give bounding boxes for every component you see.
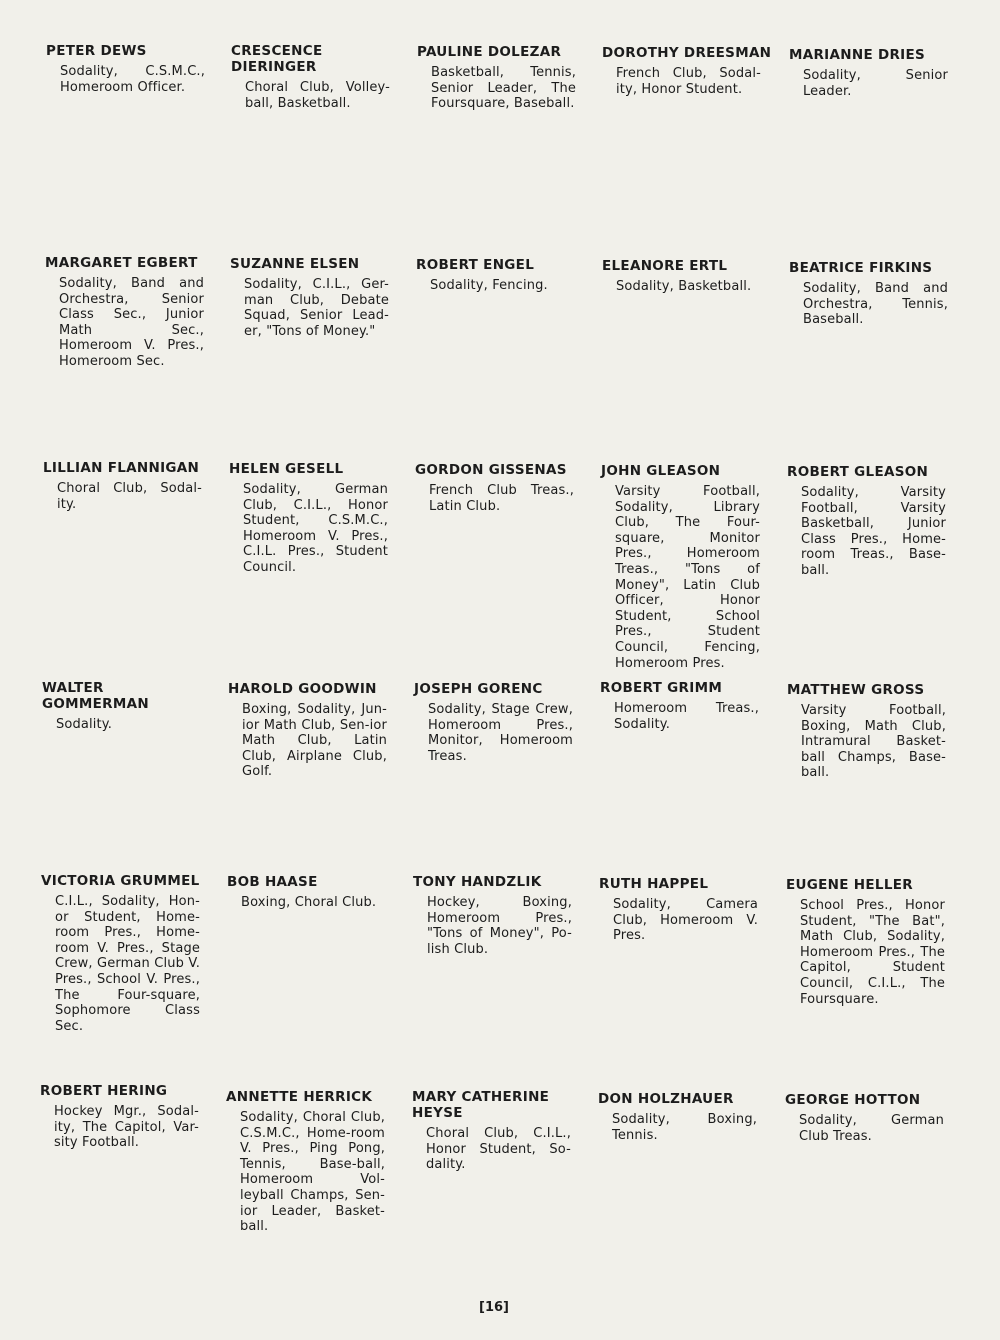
senior-entry xyxy=(227,874,399,911)
student-activities: Sodality, German Club, C.I.L., Honor Student, C.S.M.C., Homeroom V. Pres., C.I.L. Pres., Student Council. xyxy=(243,482,388,575)
student-activities: C.I.L., Sodality, Hon-or Student, Home-room Pres., Home-room V. Pres., Stage Crew, German Club V. Pres., School V. Pres., The Four-square, Sophomore Class Sec. xyxy=(55,894,200,1034)
student-name: MARY CATHERINE HEYSE xyxy=(412,1089,550,1121)
student-name: LILLIAN FLANNIGAN xyxy=(43,460,200,476)
student-name: HAROLD GOODWIN xyxy=(228,681,377,697)
student-activities: Varsity Football, Boxing, Math Club, Intramural Basket-ball Champs, Base-ball. xyxy=(801,703,946,781)
student-name: ROBERT GLEASON xyxy=(787,464,929,480)
student-name: VICTORIA GRUMMEL xyxy=(41,873,200,889)
senior-entry xyxy=(46,43,218,95)
student-name: WALTER GOMMERMAN xyxy=(42,680,149,712)
student-name: HELEN GESELL xyxy=(229,461,344,477)
page-number: [16] xyxy=(479,1300,509,1315)
senior-entry xyxy=(231,43,403,111)
student-activities: Sodality, Basketball. xyxy=(616,279,752,294)
senior-entry xyxy=(228,681,400,780)
student-name: ANNETTE HERRICK xyxy=(226,1089,373,1105)
student-activities: Varsity Football, Sodality, Library Club, The Four-square, Monitor Pres., Homeroom Treas., "Tons of Money", Latin Club Officer, Honor Student, School Pres., Student Council, Fencing, Homeroom Pres. xyxy=(615,484,760,671)
senior-entry xyxy=(45,255,217,370)
student-activities: Sodality, German Club Treas. xyxy=(799,1113,944,1144)
senior-entry xyxy=(414,681,586,764)
student-activities: Sodality, Band and Orchestra, Tennis, Baseball. xyxy=(803,281,948,328)
student-name: BOB HAASE xyxy=(227,874,318,890)
senior-entry xyxy=(42,680,214,733)
senior-entry xyxy=(599,876,771,944)
student-activities: Sodality, Stage Crew, Homeroom Pres., Monitor, Homeroom Treas. xyxy=(428,702,573,764)
student-name: BEATRICE FIRKINS xyxy=(789,260,933,276)
student-activities: Choral Club, Volley-ball, Basketball. xyxy=(245,80,390,111)
student-name: MARGARET EGBERT xyxy=(45,255,198,271)
student-activities: Sodality, Camera Club, Homeroom V. Pres. xyxy=(613,897,758,944)
student-name: GEORGE HOTTON xyxy=(785,1092,921,1108)
senior-entry xyxy=(229,461,401,576)
student-activities: Boxing, Sodality, Jun-ior Math Club, Sen-ior Math Club, Latin Club, Airplane Club, Golf. xyxy=(242,702,387,780)
student-name: JOHN GLEASON xyxy=(601,463,721,479)
student-activities: Hockey, Boxing, Homeroom Pres., "Tons of Money", Po-lish Club. xyxy=(427,895,572,957)
student-activities: Sodality, Senior Leader. xyxy=(803,68,948,99)
student-name: ELEANORE ERTL xyxy=(602,258,728,274)
student-name: ROBERT HERING xyxy=(40,1083,168,1099)
senior-entry xyxy=(230,256,402,339)
student-activities: French Club Treas., Latin Club. xyxy=(429,483,574,514)
senior-entry xyxy=(786,877,958,1007)
senior-entry xyxy=(226,1089,398,1235)
senior-entry xyxy=(785,1092,957,1144)
student-name: ROBERT GRIMM xyxy=(600,680,723,696)
student-activities: Sodality, Choral Club, C.S.M.C., Home-room V. Pres., Ping Pong, Tennis, Base-ball, Homeroom Vol-leyball Champs, Sen-ior Leader, Basket-ball. xyxy=(240,1110,385,1235)
student-name: DOROTHY DREESMAN xyxy=(602,45,772,61)
student-activities: Sodality, Band and Orchestra, Senior Class Sec., Junior Math Sec., Homeroom V. Pres., Homeroom Sec. xyxy=(59,276,204,369)
student-name: JOSEPH GORENC xyxy=(414,681,543,697)
student-activities: School Pres., Honor Student, "The Bat", Math Club, Sodality, Homeroom Pres., The Capitol, Student Council, C.I.L., The Foursquare. xyxy=(800,898,945,1007)
student-activities: Sodality. xyxy=(56,717,113,732)
student-activities: Hockey Mgr., Sodal-ity, The Capitol, Var-sity Football. xyxy=(54,1104,199,1151)
student-activities: Sodality, C.S.M.C., Homeroom Officer. xyxy=(60,64,205,95)
senior-entry xyxy=(787,682,959,781)
student-name: MARIANNE DRIES xyxy=(789,47,926,63)
student-activities: Boxing, Choral Club. xyxy=(241,895,377,910)
student-name: PETER DEWS xyxy=(46,43,147,59)
student-activities: French Club, Sodal-ity, Honor Student. xyxy=(616,66,761,97)
senior-entry xyxy=(412,1089,584,1173)
student-name: ROBERT ENGEL xyxy=(416,257,535,273)
student-name: MATTHEW GROSS xyxy=(787,682,925,698)
student-name: DON HOLZHAUER xyxy=(598,1091,734,1107)
student-activities: Sodality, Varsity Football, Varsity Basketball, Junior Class Pres., Home-room Treas., Base-ball. xyxy=(801,485,946,578)
senior-entry xyxy=(789,47,961,99)
senior-entry xyxy=(41,873,213,1034)
senior-entry xyxy=(602,45,774,97)
senior-entry xyxy=(601,463,773,671)
senior-entry xyxy=(600,680,772,732)
student-name: GORDON GISSENAS xyxy=(415,462,567,478)
student-name: EUGENE HELLER xyxy=(786,877,913,893)
student-activities: Sodality, C.I.L., Ger-man Club, Debate Squad, Senior Lead-er, "Tons of Money." xyxy=(244,277,389,339)
student-activities: Choral Club, Sodal-ity. xyxy=(57,481,202,512)
senior-entry xyxy=(415,462,587,514)
student-activities: Choral Club, C.I.L., Honor Student, So-dality. xyxy=(426,1126,571,1173)
student-name: TONY HANDZLIK xyxy=(413,874,542,890)
senior-entry xyxy=(417,44,589,112)
student-name: SUZANNE ELSEN xyxy=(230,256,360,272)
student-activities: Sodality, Boxing, Tennis. xyxy=(612,1112,757,1143)
student-name: RUTH HAPPEL xyxy=(599,876,709,892)
student-activities: Sodality, Fencing. xyxy=(430,278,548,293)
senior-entry xyxy=(789,260,961,328)
senior-entry xyxy=(787,464,959,579)
senior-entry xyxy=(416,257,588,294)
senior-entry xyxy=(602,258,774,295)
senior-entry xyxy=(40,1083,212,1151)
senior-entry xyxy=(43,460,215,512)
student-activities: Basketball, Tennis, Senior Leader, The Foursquare, Baseball. xyxy=(431,65,576,112)
senior-entry xyxy=(413,874,585,957)
senior-entry xyxy=(598,1091,770,1143)
student-name: PAULINE DOLEZAR xyxy=(417,44,562,60)
student-name: CRESCENCE DIERINGER xyxy=(231,43,323,75)
student-activities: Homeroom Treas., Sodality. xyxy=(614,701,759,732)
